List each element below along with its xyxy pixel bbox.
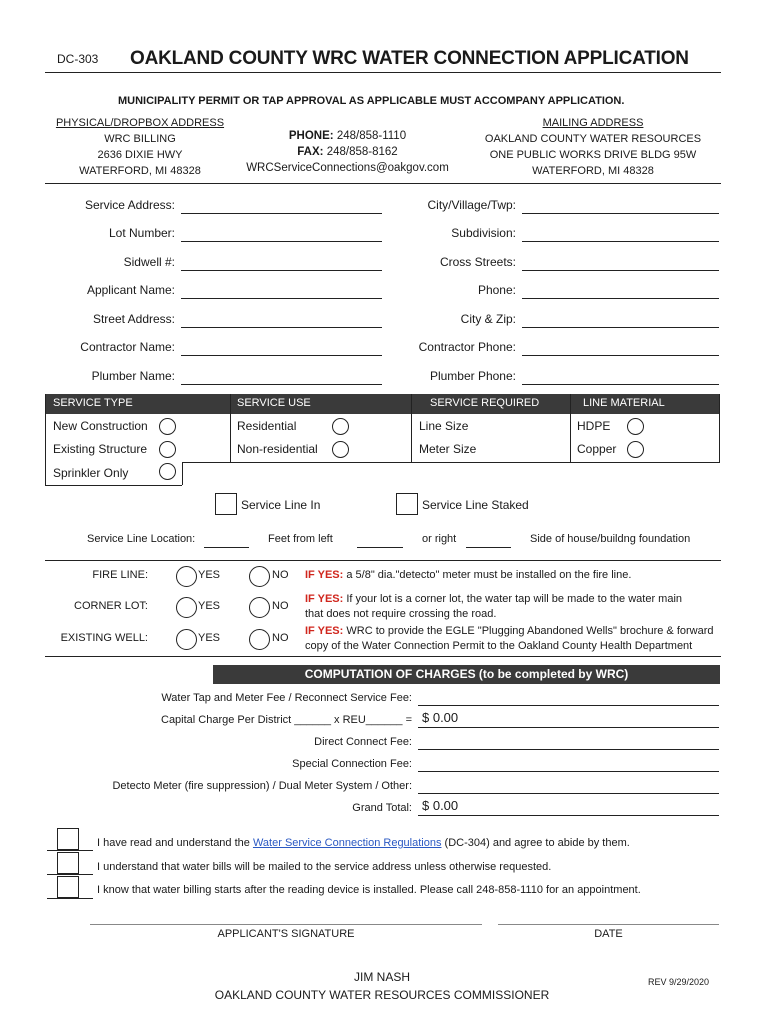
fire-line-label: FIRE LINE: — [92, 569, 148, 581]
existing-well-no: NO — [272, 632, 289, 644]
radio-hdpe[interactable] — [627, 418, 644, 435]
existing-well-text2: copy of the Water Connection Permit to the Oakland County Health Department — [305, 640, 693, 652]
header-service-use: SERVICE USE — [237, 397, 311, 409]
tap-fee-label: Water Tap and Meter Fee / Reconnect Service Fee: — [161, 692, 412, 704]
existing-well-if-yes: IF YES: — [305, 625, 344, 637]
feet-left-field[interactable] — [357, 547, 403, 548]
sidwell-label: Sidwell #: — [123, 255, 175, 269]
lot-number-field[interactable] — [181, 241, 382, 242]
detecto-field[interactable] — [418, 793, 719, 794]
radio-fire-line-no[interactable] — [249, 566, 270, 587]
ack-regulations-text — [97, 837, 630, 849]
subtitle: MUNICIPALITY PERMIT OR TAP APPROVAL AS APPLICABLE MUST ACCOMPANY APPLICATION. — [118, 95, 625, 107]
radio-sprinkler-only[interactable] — [159, 463, 176, 480]
direct-connect-label: Direct Connect Fee: — [314, 736, 412, 748]
special-connection-label: Special Connection Fee: — [292, 758, 412, 770]
option-new-construction: New Construction — [53, 419, 148, 433]
service-table-header — [45, 394, 720, 414]
email-value: WRCServiceConnections@oakgov.com — [246, 162, 449, 174]
option-existing-structure: Existing Structure — [53, 442, 148, 456]
phone-label: PHONE: — [288, 130, 334, 142]
applicant-name-label: Applicant Name: — [86, 283, 175, 297]
header-service-type: SERVICE TYPE — [53, 397, 133, 409]
checkbox-ack-billing-start[interactable] — [57, 876, 79, 898]
corner-lot-text2: that does not require crossing the road. — [305, 608, 497, 620]
mailing-address — [478, 115, 708, 179]
subdivision-label: Subdivision: — [451, 226, 516, 240]
revision-date: REV 9/29/2020 — [648, 977, 710, 987]
street-address-field[interactable] — [181, 327, 382, 328]
checkbox-service-line-in[interactable] — [215, 493, 237, 515]
table-divider-2 — [411, 394, 412, 462]
mailing-address-line2: ONE PUBLIC WORKS DRIVE BLDG 95W — [489, 149, 697, 161]
fax-value: 248/858-8162 — [326, 146, 398, 158]
contractor-name-field[interactable] — [181, 355, 382, 356]
ack-regulations-initial-line[interactable] — [47, 850, 93, 851]
ack1-pre: I have read and understand the — [97, 837, 253, 849]
tap-fee-field[interactable] — [418, 705, 719, 706]
existing-well-text1: WRC to provide the EGLE "Plugging Abandoned Wells" brochure & forward — [343, 625, 714, 637]
detecto-label: Detecto Meter (fire suppression) / Dual Meter System / Other: — [112, 780, 412, 792]
contractor-name-label: Contractor Name: — [80, 340, 175, 354]
existing-well-note — [305, 624, 725, 654]
plumber-phone-label: Plumber Phone: — [429, 369, 516, 383]
street-address-label: Street Address: — [92, 312, 175, 326]
radio-corner-lot-yes[interactable] — [176, 597, 197, 618]
questions-rule-bottom — [45, 656, 721, 657]
mailing-address-line3: WATERFORD, MI 48328 — [532, 165, 654, 177]
ack-bills-initial-line[interactable] — [47, 874, 93, 875]
service-line-location-label: Service Line Location: — [87, 533, 196, 545]
capital-charge-value: $ 0.00 — [422, 710, 459, 725]
physical-address-line3: WATERFORD, MI 48328 — [79, 165, 201, 177]
city-zip-label: City & Zip: — [460, 312, 516, 326]
option-meter-size: Meter Size — [419, 442, 477, 456]
city-label: City/Village/Twp: — [427, 198, 516, 212]
fire-line-yes: YES — [198, 569, 221, 581]
page-title: OAKLAND COUNTY WRC WATER CONNECTION APPLICATION — [130, 48, 689, 69]
table-step — [182, 462, 183, 485]
date-label: DATE — [594, 928, 623, 940]
physical-address-line2: 2636 DIXIE HWY — [97, 149, 183, 161]
signature-label: APPLICANT'S SIGNATURE — [217, 928, 355, 940]
checkbox-ack-regulations[interactable] — [57, 828, 79, 850]
address-rule — [45, 183, 721, 184]
special-connection-field[interactable] — [418, 771, 719, 772]
option-hdpe: HDPE — [577, 419, 611, 433]
radio-non-residential[interactable] — [332, 441, 349, 458]
computation-header: COMPUTATION OF CHARGES (to be completed by WRC) — [213, 665, 720, 684]
commissioner-name: JIM NASH — [353, 970, 410, 984]
fire-line-note — [305, 569, 631, 581]
date-line[interactable] — [498, 924, 719, 925]
service-address-label: Service Address: — [84, 198, 175, 212]
checkbox-ack-bills[interactable] — [57, 852, 79, 874]
option-residential: Residential — [237, 419, 297, 433]
table-divider-3 — [570, 394, 571, 462]
direct-connect-field[interactable] — [418, 749, 719, 750]
radio-copper[interactable] — [627, 441, 644, 458]
corner-lot-note — [305, 592, 715, 622]
fire-line-text: a 5/8" dia."detecto" meter must be installed on the fire line. — [343, 569, 632, 581]
city-zip-field[interactable] — [522, 327, 719, 328]
existing-well-yes: YES — [198, 632, 221, 644]
grand-total-field[interactable] — [418, 815, 719, 816]
plumber-phone-field[interactable] — [522, 384, 719, 385]
applicant-name-field[interactable] — [181, 298, 382, 299]
grand-total-label: Grand Total: — [352, 802, 412, 814]
or-right-label: or right — [422, 533, 457, 545]
plumber-name-label: Plumber Name: — [91, 369, 175, 383]
commissioner-title: OAKLAND COUNTY WATER RESOURCES COMMISSIONER — [214, 988, 550, 1002]
radio-existing-well-yes[interactable] — [176, 629, 197, 650]
capital-charge-label: Capital Charge Per District ______ x REU______ = — [161, 714, 412, 726]
location-field[interactable] — [204, 547, 249, 548]
plumber-name-field[interactable] — [181, 384, 382, 385]
checkbox-service-line-staked[interactable] — [396, 493, 418, 515]
corner-lot-text1: If your lot is a corner lot, the water tap will be made to the water main — [343, 593, 683, 605]
physical-address-line1: WRC BILLING — [104, 133, 176, 145]
table-bottom-right — [230, 462, 720, 463]
radio-existing-well-no[interactable] — [249, 629, 270, 650]
radio-new-construction[interactable] — [159, 418, 176, 435]
corner-lot-yes: YES — [198, 600, 221, 612]
subdivision-field[interactable] — [522, 241, 719, 242]
table-step-top — [182, 462, 230, 463]
radio-corner-lot-no[interactable] — [249, 597, 270, 618]
header-service-required: SERVICE REQUIRED — [430, 397, 540, 409]
mailing-address-heading: MAILING ADDRESS — [542, 117, 644, 129]
or-right-field[interactable] — [466, 547, 511, 548]
fax-label: FAX: — [297, 146, 324, 158]
option-sprinkler-only: Sprinkler Only — [53, 466, 129, 480]
form-id: DC-303 — [57, 52, 99, 66]
option-non-residential: Non-residential — [237, 442, 318, 456]
radio-residential[interactable] — [332, 418, 349, 435]
service-address-field[interactable] — [181, 213, 382, 214]
grand-total-value: $ 0.00 — [422, 798, 459, 813]
contractor-phone-label: Contractor Phone: — [418, 340, 516, 354]
fire-line-no: NO — [272, 569, 289, 581]
cross-streets-field[interactable] — [522, 270, 719, 271]
title-rule — [45, 72, 721, 73]
phone-value: 248/858-1110 — [336, 130, 407, 142]
mailing-address-line1: OAKLAND COUNTY WATER RESOURCES — [484, 133, 702, 145]
table-divider-1 — [230, 394, 231, 462]
questions-rule-top — [45, 560, 721, 561]
option-copper: Copper — [577, 442, 617, 456]
option-line-size: Line Size — [419, 419, 469, 433]
phone-label: Phone: — [477, 283, 516, 297]
ack-billing-initial-line[interactable] — [47, 898, 93, 899]
radio-existing-structure[interactable] — [159, 441, 176, 458]
city-field[interactable] — [522, 213, 719, 214]
service-line-staked-label: Service Line Staked — [422, 498, 529, 512]
side-of-house-label: Side of house/buildng foundation — [530, 533, 691, 545]
fire-line-if-yes: IF YES: — [305, 569, 344, 581]
sidwell-field[interactable] — [181, 270, 382, 271]
physical-address — [50, 115, 230, 179]
capital-charge-field[interactable] — [418, 727, 719, 728]
existing-well-label: EXISTING WELL: — [60, 632, 148, 644]
lot-number-label: Lot Number: — [108, 226, 175, 240]
table-bottom-left — [45, 485, 182, 486]
header-line-material: LINE MATERIAL — [583, 397, 665, 409]
physical-address-heading: PHYSICAL/DROPBOX ADDRESS — [55, 117, 225, 129]
corner-lot-label: CORNER LOT: — [74, 600, 148, 612]
ack-bills-text: I understand that water bills will be mailed to the service address unless otherwise requested. — [97, 861, 552, 873]
contact-info — [240, 128, 455, 176]
contractor-phone-field[interactable] — [522, 355, 719, 356]
corner-lot-if-yes: IF YES: — [305, 593, 344, 605]
corner-lot-no: NO — [272, 600, 289, 612]
phone-field[interactable] — [522, 298, 719, 299]
radio-fire-line-yes[interactable] — [176, 566, 197, 587]
table-border-left — [45, 394, 46, 485]
feet-from-left-label: Feet from left — [268, 533, 333, 545]
ack1-post: (DC-304) and agree to abide by them. — [441, 837, 630, 849]
cross-streets-label: Cross Streets: — [439, 255, 516, 269]
table-border-right — [719, 394, 720, 462]
ack-billing-start-text: I know that water billing starts after the reading device is installed. Please call 248-858-1110 for an appointment. — [97, 884, 641, 896]
regulations-link[interactable]: Water Service Connection Regulations — [252, 837, 442, 849]
signature-line[interactable] — [90, 924, 482, 925]
service-line-in-label: Service Line In — [241, 498, 321, 512]
